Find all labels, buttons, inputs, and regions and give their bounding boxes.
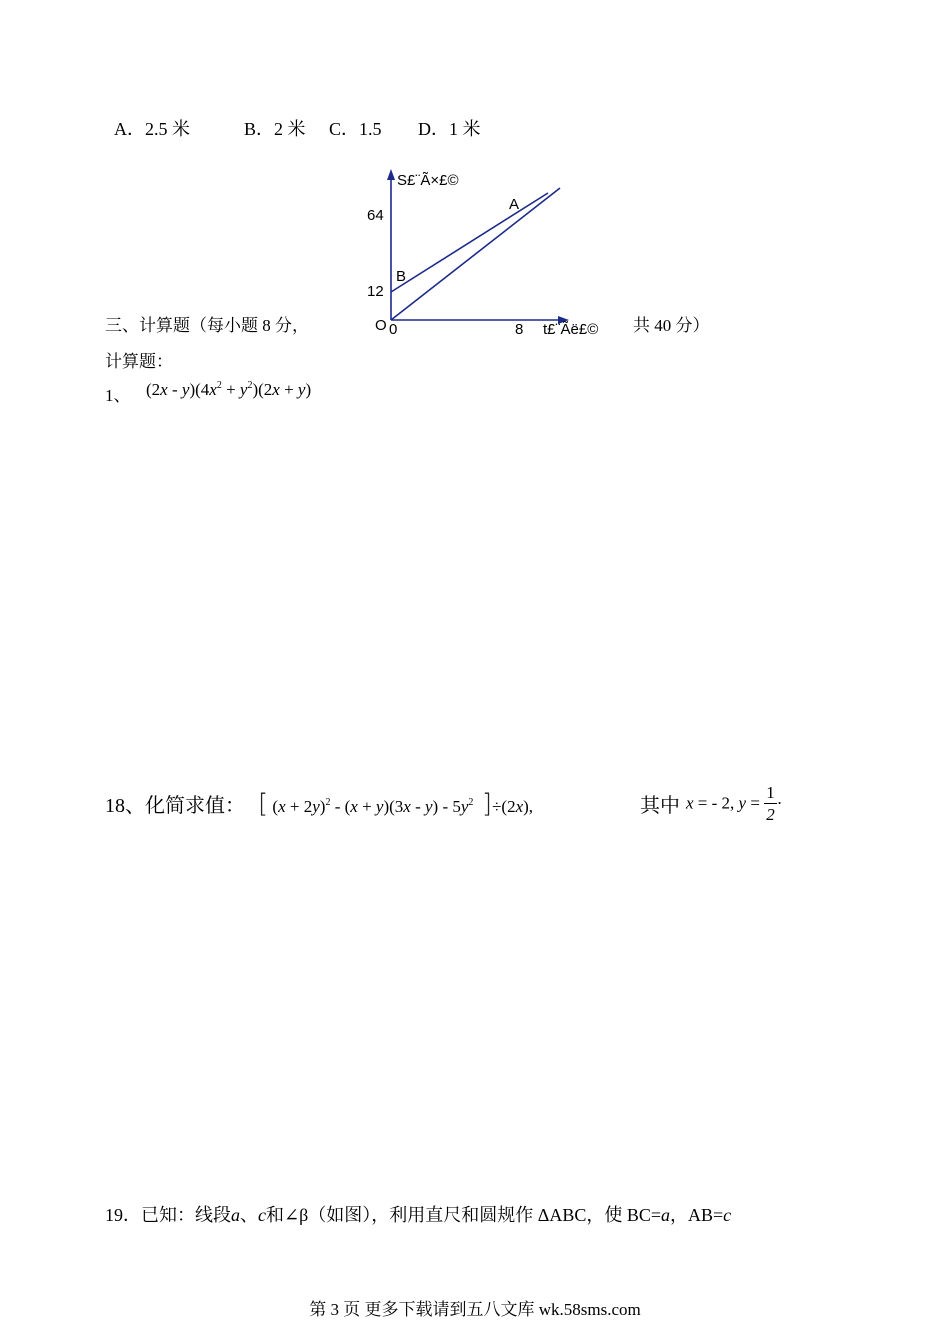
distance-time-graph bbox=[360, 165, 630, 345]
section-heading-left: 三、计算题（每小题 8 分， bbox=[105, 316, 309, 335]
point-a-label: A bbox=[509, 196, 520, 213]
x-axis-label: t£¨Ãë£© bbox=[543, 321, 599, 338]
question-18-expression: [ $(x + 2y)^2 - (x + y)(3x - y) - 5y^2$ ]÷(2x), bbox=[258, 789, 534, 819]
question-18-where: 其中 bbox=[640, 795, 680, 817]
option-a: A．2.5 米 bbox=[114, 119, 190, 139]
y-tick-64-label: 64 bbox=[367, 207, 384, 224]
option-c: C．1.5 bbox=[329, 119, 382, 139]
option-d: D．1 米 bbox=[418, 119, 481, 139]
point-b-label: B bbox=[396, 268, 407, 285]
question-18-label: 18、化简求值： bbox=[105, 795, 245, 817]
question-1-expression: $(2x - y)(4x^2 + y^2)(2x + y)$ bbox=[146, 380, 312, 399]
question-1-number: 1、 bbox=[105, 386, 131, 405]
page-footer: 第 3 页 更多下载请到五八文库 wk.58sms.com bbox=[309, 1300, 641, 1319]
question-18-condition: x = - 2, y = $\frac{1}{2}$ · bbox=[686, 783, 783, 824]
section-heading-right: 共 40 分） bbox=[633, 316, 710, 335]
line-ba bbox=[391, 193, 548, 292]
x-tick-label: 8 bbox=[515, 321, 524, 338]
y-tick-12-label: 12 bbox=[367, 283, 384, 300]
section-subheading: 计算题： bbox=[105, 352, 173, 371]
fraction-one-half: $\frac{1}{2}$ bbox=[766, 783, 775, 824]
y-axis-arrow bbox=[387, 169, 395, 180]
option-b: B．2 米 bbox=[244, 119, 306, 139]
y-axis-label: S£¨Ã×£© bbox=[397, 172, 459, 189]
x-zero-label: 0 bbox=[389, 321, 398, 338]
line-oa bbox=[391, 188, 560, 320]
origin-label: O bbox=[375, 317, 387, 334]
question-19: 19．已知：线段a、c和∠β（如图），利用直尺和圆规作 ΔABC，使 BC=a，AB=c bbox=[105, 1205, 732, 1225]
